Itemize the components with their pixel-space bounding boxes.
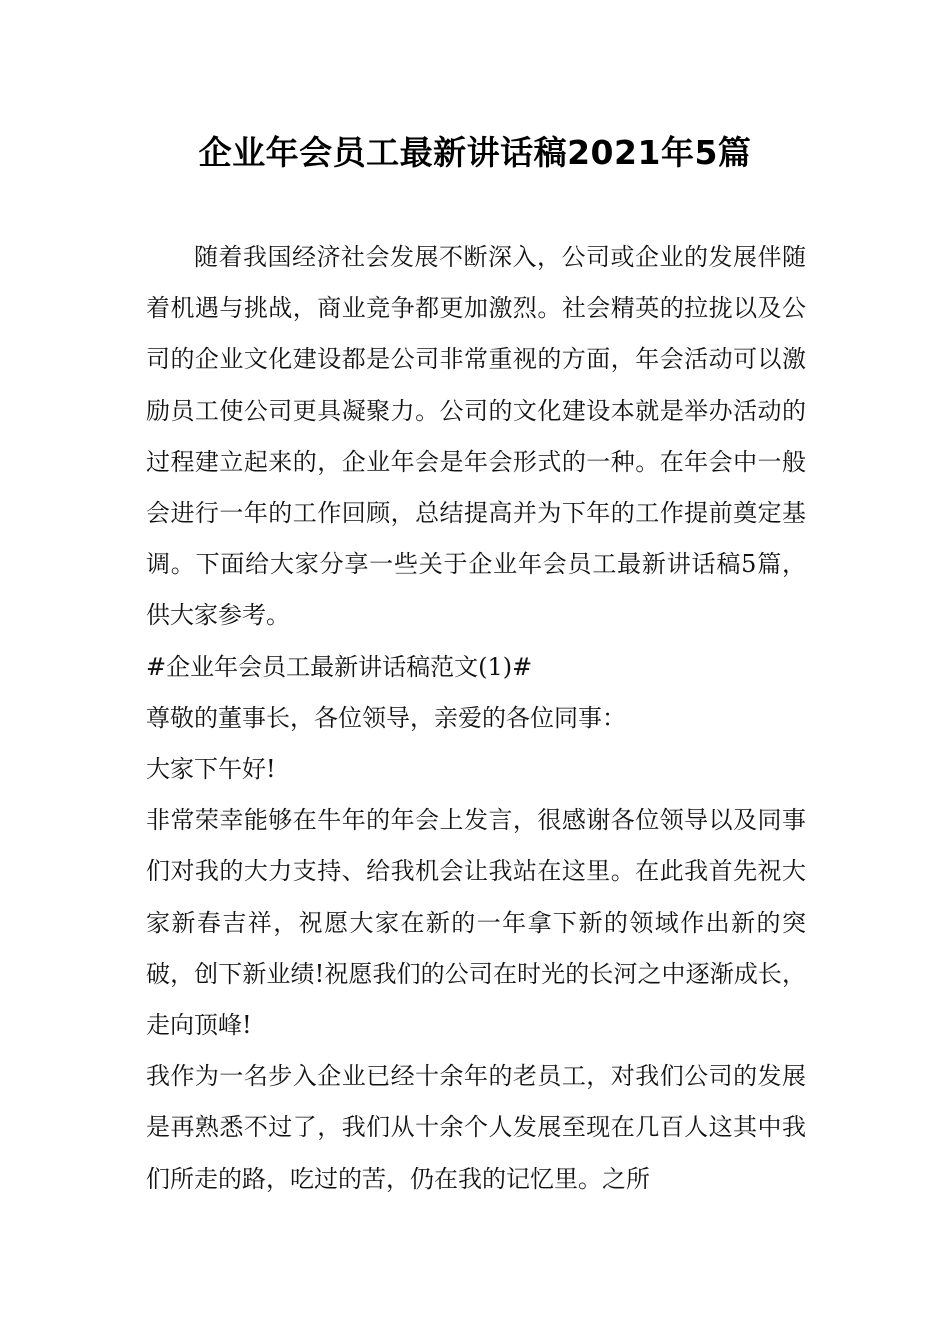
salutation: 尊敬的董事长，各位领导，亲爱的各位同事：: [146, 703, 626, 732]
body-paragraph: 我作为一名步入企业已经十余年的老员工，对我们公司的发展是再熟悉不过了，我们从十余个人发展至现在几百人这其中我们所走的路，吃过的苦，仍在我的记忆里。之所: [146, 1062, 806, 1193]
body-paragraph: 非常荣幸能够在牛年的年会上发言，很感谢各位领导以及同事们对我的大力支持、给我机会让我站在这里。在此我首先祝大家新春吉祥，祝愿大家在新的一年拿下新的领域作出新的突破，创下新业绩!祝愿我们的公司在时光的长河之中逐渐成长，走向顶峰!: [146, 806, 806, 1040]
greeting: 大家下午好!: [146, 755, 276, 784]
document-body: [146, 232, 806, 1205]
intro-paragraph: 随着我国经济社会发展不断深入，公司或企业的发展伴随着机遇与挑战，商业竞争都更加激烈。社会精英的拉拢以及公司的企业文化建设都是公司非常重视的方面，年会活动可以激励员工使公司更具凝聚力。公司的文化建设本就是举办活动的过程建立起来的，企业年会是年会形式的一种。在年会中一般会进行一年的工作回顾，总结提高并为下年的工作提前奠定基调。下面给大家分享一些关于企业年会员工最新讲话稿5篇，供大家参考。: [146, 243, 806, 630]
section-heading: #企业年会员工最新讲话稿范文(1)#: [146, 652, 533, 681]
document-title: 企业年会员工最新讲话稿2021年5篇: [198, 133, 752, 172]
